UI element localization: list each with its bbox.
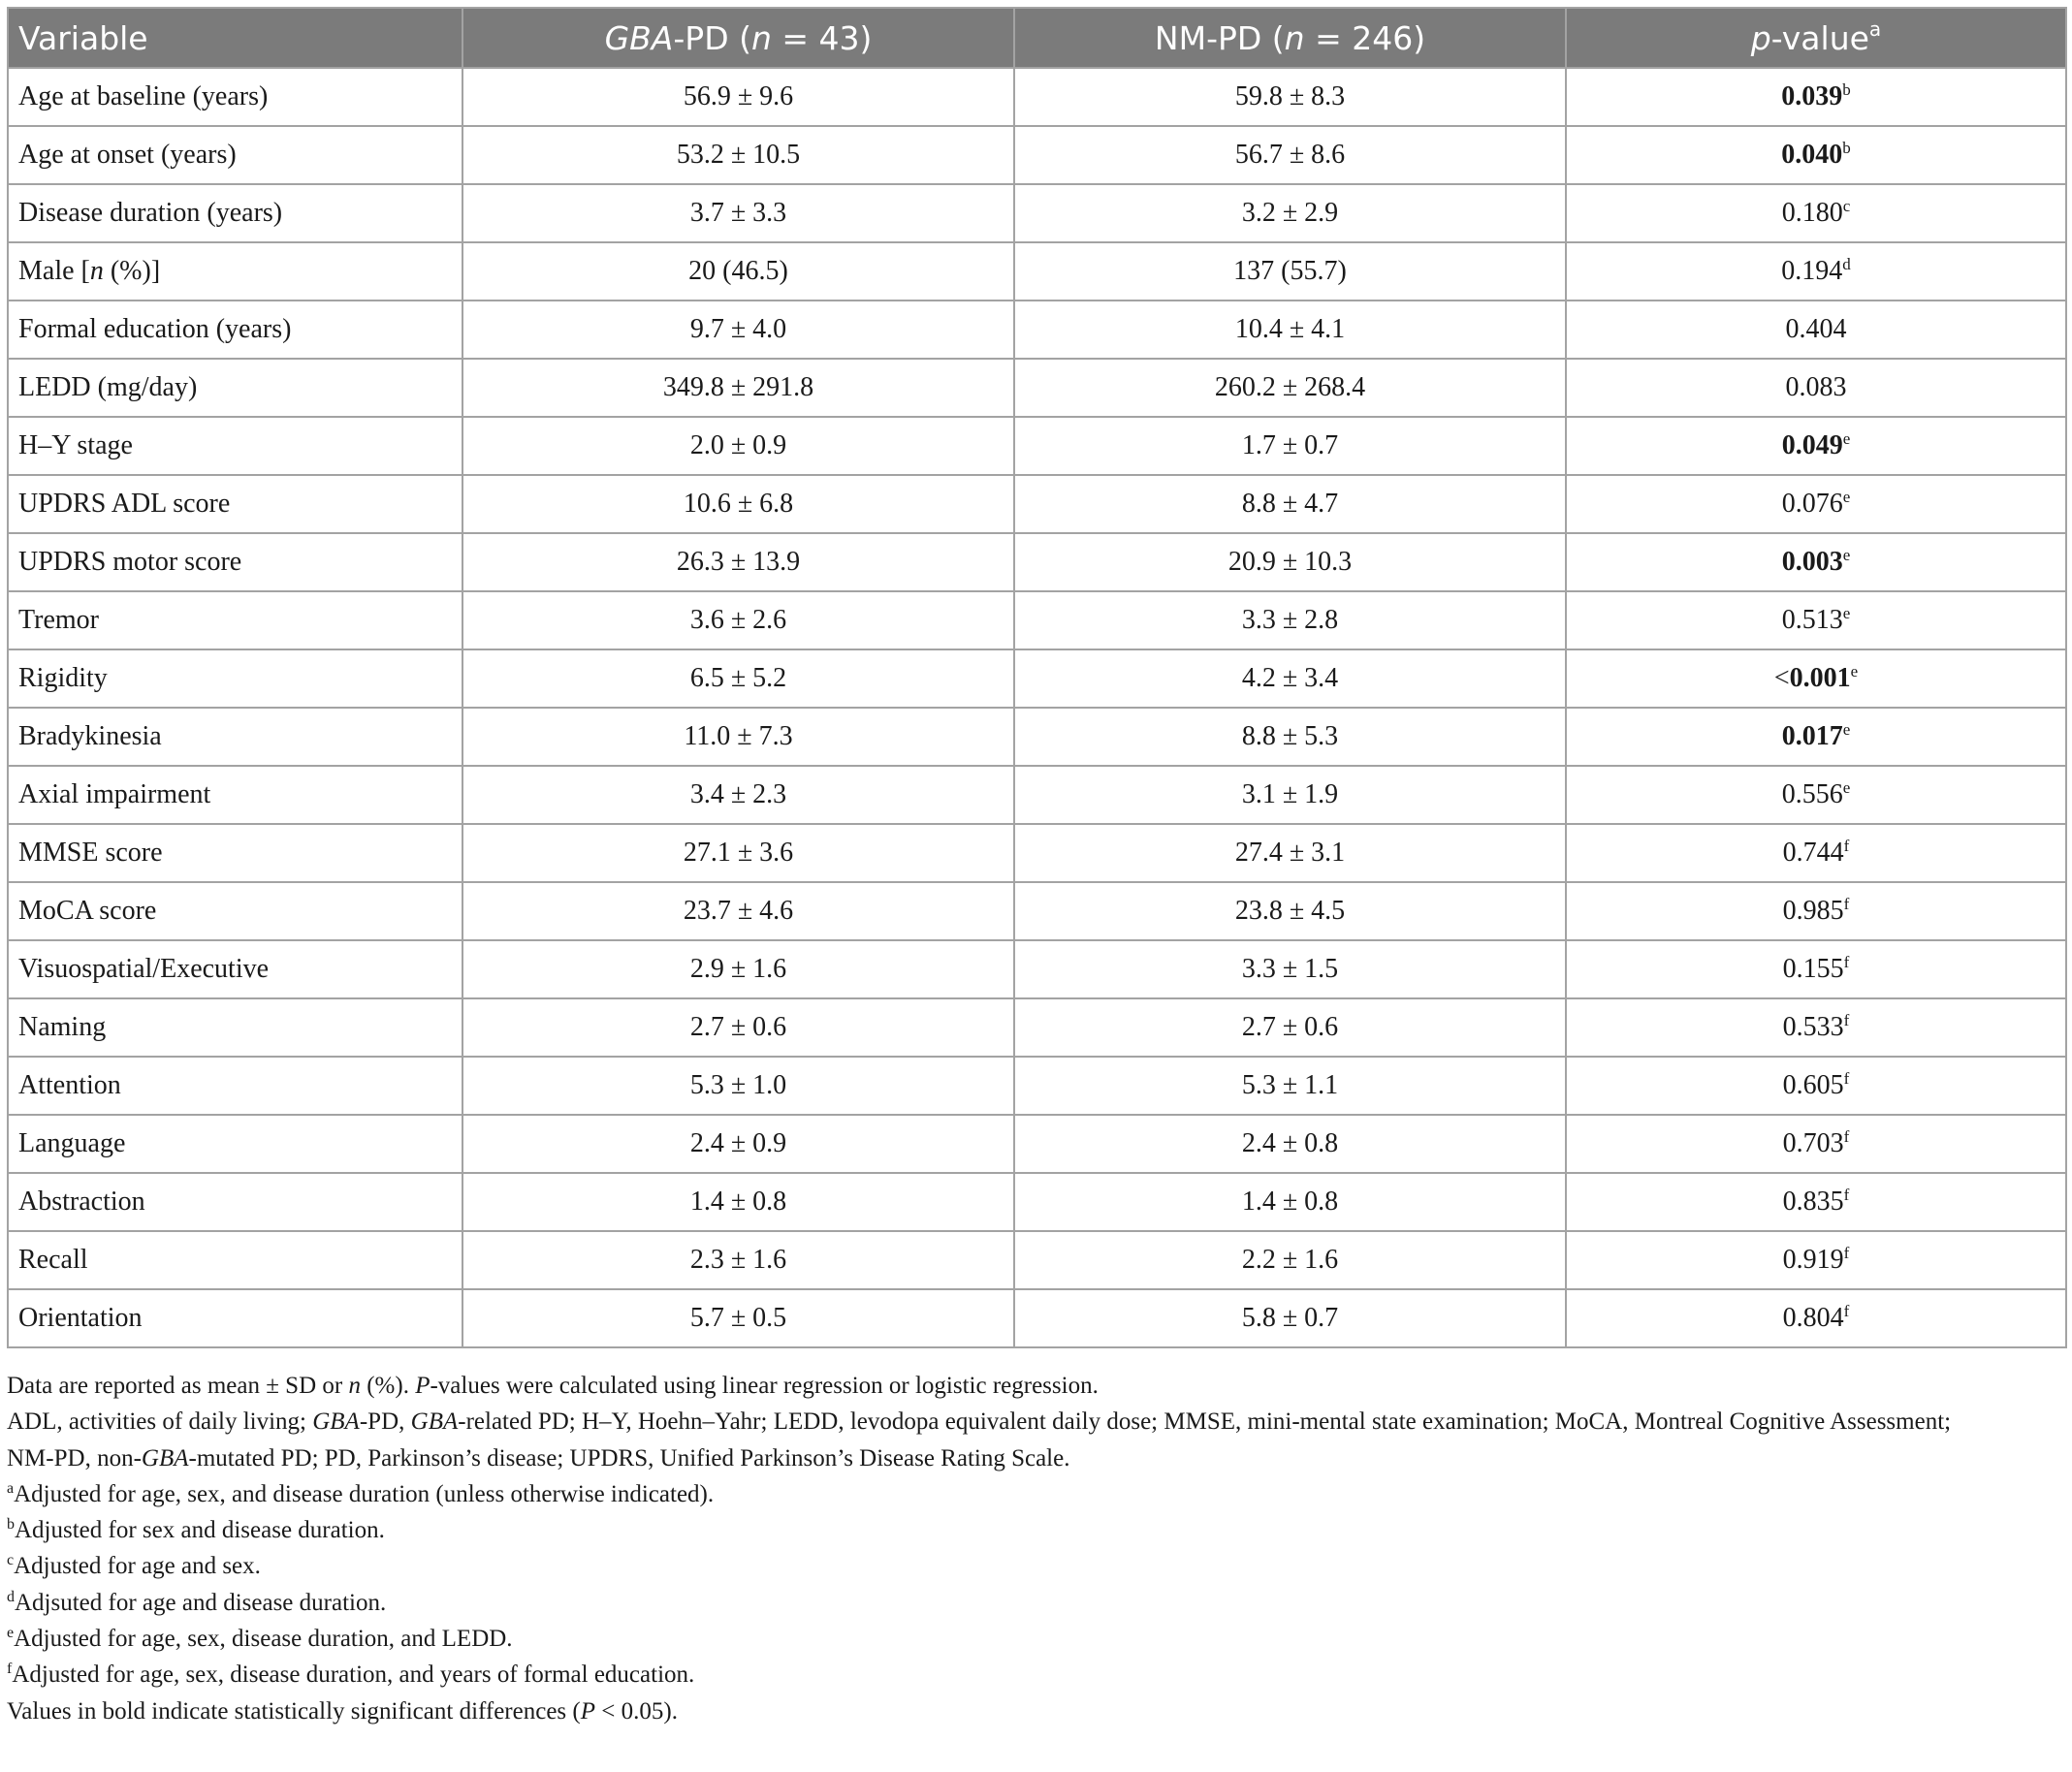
cell-p-value: 0.605$^f$ <box>1566 1057 2066 1115</box>
cell-p-value: 0.835$^f$ <box>1566 1173 2066 1231</box>
table-row <box>8 417 2066 475</box>
cell-p-value: 0.804$^f$ <box>1566 1289 2066 1347</box>
cell-gba-pd: 2.7 ± 0.6 <box>462 998 1014 1057</box>
cell-p-value: 0.003e <box>1566 533 2066 591</box>
table-row <box>8 824 2066 882</box>
table-row <box>8 1057 2066 1115</box>
cell-gba-pd: 349.8 ± 291.8 <box>462 359 1014 417</box>
cell-variable: MMSE score <box>8 824 462 882</box>
characteristics-table <box>7 7 2067 1348</box>
cell-variable: H–Y stage <box>8 417 462 475</box>
header-nm-pd: NM-PD (n = 246) <box>1014 8 1566 68</box>
cell-gba-pd: 6.5 ± 5.2 <box>462 649 1014 708</box>
cell-gba-pd: 11.0 ± 7.3 <box>462 708 1014 766</box>
cell-variable: Bradykinesia <box>8 708 462 766</box>
cell-gba-pd: 26.3 ± 13.9 <box>462 533 1014 591</box>
table-row <box>8 359 2066 417</box>
note-abbreviations-cont: NM-PD, non-GBA-mutated PD; PD, Parkinson’s disease; UPDRS, Unified Parkinson’s Disease Rating Scale. <box>7 1444 1070 1471</box>
table-row <box>8 68 2066 126</box>
cell-nm-pd: 27.4 ± 3.1 <box>1014 824 1566 882</box>
cell-gba-pd: 1.4 ± 0.8 <box>462 1173 1014 1231</box>
cell-gba-pd: 2.0 ± 0.9 <box>462 417 1014 475</box>
cell-p-value: 0.985$^f$ <box>1566 882 2066 940</box>
cell-variable: Age at onset (years) <box>8 126 462 184</box>
table-row <box>8 998 2066 1057</box>
cell-variable: Attention <box>8 1057 462 1115</box>
cell-nm-pd: 5.8 ± 0.7 <box>1014 1289 1566 1347</box>
cell-nm-pd: 2.4 ± 0.8 <box>1014 1115 1566 1173</box>
header-gba-pd: GBA-PD (n = 43) <box>462 8 1014 68</box>
cell-variable: LEDD (mg/day) <box>8 359 462 417</box>
cell-gba-pd: 56.9 ± 9.6 <box>462 68 1014 126</box>
cell-gba-pd: 2.4 ± 0.9 <box>462 1115 1014 1173</box>
cell-nm-pd: 20.9 ± 10.3 <box>1014 533 1566 591</box>
cell-p-value: 0.533$^f$ <box>1566 998 2066 1057</box>
cell-p-value: 0.703$^f$ <box>1566 1115 2066 1173</box>
cell-gba-pd: 27.1 ± 3.6 <box>462 824 1014 882</box>
table-row <box>8 1115 2066 1173</box>
cell-nm-pd: 23.8 ± 4.5 <box>1014 882 1566 940</box>
cell-p-value: 0.040$^b$ <box>1566 126 2066 184</box>
cell-nm-pd: 4.2 ± 3.4 <box>1014 649 1566 708</box>
cell-gba-pd: 53.2 ± 10.5 <box>462 126 1014 184</box>
table-row <box>8 301 2066 359</box>
cell-nm-pd: 137 (55.7) <box>1014 242 1566 301</box>
table-row <box>8 940 2066 998</box>
cell-variable: Naming <box>8 998 462 1057</box>
cell-variable: Orientation <box>8 1289 462 1347</box>
table-row <box>8 1173 2066 1231</box>
cell-p-value: 0.039$^b$ <box>1566 68 2066 126</box>
cell-nm-pd: 2.7 ± 0.6 <box>1014 998 1566 1057</box>
cell-nm-pd: 8.8 ± 5.3 <box>1014 708 1566 766</box>
footnote-e: $^e$Adjusted for age, sex, disease duration, and LEDD. <box>7 1625 513 1653</box>
cell-nm-pd: 3.1 ± 1.9 <box>1014 766 1566 824</box>
cell-gba-pd: 3.4 ± 2.3 <box>462 766 1014 824</box>
cell-nm-pd: 1.7 ± 0.7 <box>1014 417 1566 475</box>
cell-p-value: 0.076e <box>1566 475 2066 533</box>
cell-gba-pd: 10.6 ± 6.8 <box>462 475 1014 533</box>
cell-variable: UPDRS ADL score <box>8 475 462 533</box>
cell-p-value: 0.049e <box>1566 417 2066 475</box>
cell-variable: Visuospatial/Executive <box>8 940 462 998</box>
table-row <box>8 882 2066 940</box>
table-row <box>8 1231 2066 1289</box>
table-row <box>8 533 2066 591</box>
cell-p-value: 0.744$^f$ <box>1566 824 2066 882</box>
cell-nm-pd: 2.2 ± 1.6 <box>1014 1231 1566 1289</box>
table-row <box>8 126 2066 184</box>
cell-variable: Abstraction <box>8 1173 462 1231</box>
cell-p-value: 0.919$^f$ <box>1566 1231 2066 1289</box>
cell-variable: Axial impairment <box>8 766 462 824</box>
cell-variable: Rigidity <box>8 649 462 708</box>
table-row <box>8 475 2066 533</box>
cell-p-value: 0.017e <box>1566 708 2066 766</box>
cell-variable: Tremor <box>8 591 462 649</box>
footnote-a: $^a$Adjusted for age, sex, and disease duration (unless otherwise indicated). <box>7 1479 715 1507</box>
cell-variable: Formal education (years) <box>8 301 462 359</box>
footnote-c: $^c$Adjusted for age and sex. <box>7 1552 261 1580</box>
header-variable: Variable <box>8 8 462 68</box>
header-row <box>8 8 2066 68</box>
table-row <box>8 242 2066 301</box>
cell-gba-pd: 2.3 ± 1.6 <box>462 1231 1014 1289</box>
footnote-f: $^f$Adjusted for age, sex, disease duration, and years of formal education. <box>7 1661 695 1689</box>
table-container <box>7 7 2065 1729</box>
cell-nm-pd: 3.3 ± 2.8 <box>1014 591 1566 649</box>
cell-variable: Age at baseline (years) <box>8 68 462 126</box>
cell-p-value: <0.001$^e$ <box>1566 649 2066 708</box>
cell-p-value: 0.556e <box>1566 766 2066 824</box>
cell-p-value: 0.404 <box>1566 301 2066 359</box>
cell-variable: Male [n (%)] <box>8 242 462 301</box>
cell-nm-pd: 10.4 ± 4.1 <box>1014 301 1566 359</box>
cell-nm-pd: 1.4 ± 0.8 <box>1014 1173 1566 1231</box>
table-row <box>8 591 2066 649</box>
cell-gba-pd: 3.6 ± 2.6 <box>462 591 1014 649</box>
cell-p-value: 0.180$^c$ <box>1566 184 2066 242</box>
cell-p-value: 0.513e <box>1566 591 2066 649</box>
cell-variable: Disease duration (years) <box>8 184 462 242</box>
note-abbreviations: ADL, activities of daily living; GBA-PD, GBA-related PD; H–Y, Hoehn–Yahr; LEDD, levodopa equivalent daily dose; MMSE, mini-mental state examination; MoCA, Montreal Cognitive Assessment; <box>7 1408 1952 1436</box>
note-bold-significance: Values in bold indicate statistically significant differences (P < 0.05). <box>7 1697 678 1725</box>
cell-gba-pd: 20 (46.5) <box>462 242 1014 301</box>
cell-gba-pd: 9.7 ± 4.0 <box>462 301 1014 359</box>
cell-nm-pd: 56.7 ± 8.6 <box>1014 126 1566 184</box>
note-data-reporting: Data are reported as mean ± SD or n (%). P-values were calculated using linear regression or logistic regression. <box>7 1373 1099 1399</box>
cell-nm-pd: 5.3 ± 1.1 <box>1014 1057 1566 1115</box>
cell-variable: Recall <box>8 1231 462 1289</box>
table-row <box>8 766 2066 824</box>
cell-gba-pd: 5.3 ± 1.0 <box>462 1057 1014 1115</box>
cell-p-value: 0.083 <box>1566 359 2066 417</box>
cell-nm-pd: 3.3 ± 1.5 <box>1014 940 1566 998</box>
cell-gba-pd: 3.7 ± 3.3 <box>462 184 1014 242</box>
cell-gba-pd: 23.7 ± 4.6 <box>462 882 1014 940</box>
cell-nm-pd: 3.2 ± 2.9 <box>1014 184 1566 242</box>
header-p-value: p-value$^a$ <box>1566 8 2066 68</box>
table-row <box>8 708 2066 766</box>
cell-p-value: 0.155$^f$ <box>1566 940 2066 998</box>
cell-variable: MoCA score <box>8 882 462 940</box>
table-notes <box>7 1368 2065 1729</box>
cell-variable: UPDRS motor score <box>8 533 462 591</box>
cell-gba-pd: 2.9 ± 1.6 <box>462 940 1014 998</box>
table-row <box>8 649 2066 708</box>
footnote-b: $^b$Adjusted for sex and disease duration. <box>7 1516 385 1544</box>
cell-variable: Language <box>8 1115 462 1173</box>
table-row <box>8 184 2066 242</box>
cell-p-value: 0.194$^d$ <box>1566 242 2066 301</box>
cell-nm-pd: 8.8 ± 4.7 <box>1014 475 1566 533</box>
footnote-d: $^d$Adjsuted for age and disease duration. <box>7 1588 387 1616</box>
cell-nm-pd: 59.8 ± 8.3 <box>1014 68 1566 126</box>
cell-gba-pd: 5.7 ± 0.5 <box>462 1289 1014 1347</box>
cell-nm-pd: 260.2 ± 268.4 <box>1014 359 1566 417</box>
table-row <box>8 1289 2066 1347</box>
